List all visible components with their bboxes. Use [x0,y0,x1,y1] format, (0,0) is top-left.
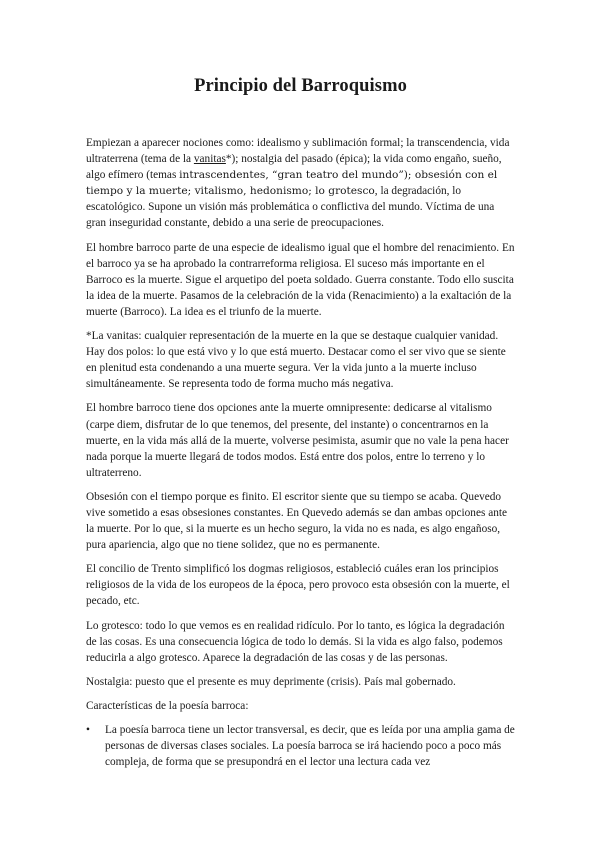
paragraph-grotesco: Lo grotesco: todo lo que vemos es en realidad ridículo. Por lo tanto, es lógica la degradación de las cosas. Es una consecuencia lógica de todo lo demás. Si la vida es algo falso, podemos reducirla a algo grotesco. Aparece la degradación de las cosas y de las personas. [86,619,505,664]
paragraph-concilio-trento: El concilio de Trento simplificó los dogmas religiosos, estableció cuáles eran los principios religiosos de la vida de los europeos de la época, pero provoco esta obsesión con la muerte, el pecado, etc. [86,563,510,608]
paragraph-caracteristicas-heading: Características de la poesía barroca: [86,699,249,712]
intro-text-e: , la degradación, lo escatológico. Supone un visión más problemática o conflictiva del mundo. Víctima de una gran inseguridad constante, debido a una serie de preocupaciones. [86,185,495,230]
intro-text-a: Empiezan a aparecer nociones como: idealismo y sublimación formal; la transcendencia, vida ultraterrena (tema de la [86,137,510,166]
list-item-text: La poesía barroca tiene un lector transversal, es decir, que es leída por una amplia gama de personas de diversas clases sociales. La poesía barroca se irá haciendo poco a poco más compleja, de forma que se presupondrá en el lector una lectura cada vez [105,724,515,769]
paragraph-obsesion-tiempo: Obsesión con el tiempo porque es finito. El escritor siente que su tiempo se acaba. Quevedo vive sometido a esas obsesiones constantes. En Quevedo además se dan ambas opciones ante la muerte. Por lo que, si la muerte es un hecho seguro, la vida no es nada, es algo engañoso, pura apariencia, algo que no tiene solidez, que no es permanente. [86,490,508,552]
paragraph-intro [86,135,515,232]
paragraph-nostalgia: Nostalgia: puesto que el presente es muy deprimente (crisis). País mal gobernado. [86,675,456,688]
page-title: Principio del Barroquismo [194,76,407,96]
paragraph-vanitas-note: *La vanitas: cualquier representación de la muerte en la que se destaque cualquier vanidad. Hay dos polos: lo que está vivo y lo que está muerto. Destacar como el ser vivo que se siente en plenitud esta condenando a una muerte segura. Ver la vida junto a la muerte incluso simultáneamente. Se representa todo de forma mucho más negativa. [86,330,506,391]
intro-text-d: intrascendentes, “gran teatro del mundo”); obsesión con el tiempo y la muerte; vitalismo, hedonismo; lo grotesco [86,169,498,198]
bullet-icon: • [86,724,90,736]
intro-text-c: *); nostalgia del pasado (épica); la vida como engaño, sueño, algo efímero (temas [86,153,502,182]
vanitas-term: vanitas [193,153,226,166]
characteristics-list [86,722,515,770]
paragraph-hombre-barroco: El hombre barroco parte de una especie de idealismo igual que el hombre del renacimiento. En el barroco ya se ha aprobado la contrarreforma religiosa. El suceso más importante en el Barroco es la muerte. Sigue el arquetipo del poeta soldado. Guerra constante. Todo ello suscita la idea de la muerte. Pasamos de la celebración de la vida (Renacimiento) a la exaltación de la muerte (Barroco). La idea es el triunfo de la muerte. [86,241,515,318]
list-item [86,722,515,770]
paragraph-opciones: El hombre barroco tiene dos opciones ante la muerte omnipresente: dedicarse al vitalismo (carpe diem, disfrutar de lo que tenemos, del presente, del instante) o concentrarnos en la muerte, en la vida más allá de la muerte, volverse pesimista, asumir que no vale la pena hacer nada porque la muerte llegará de todos modos. Está entre dos polos, entre lo terreno y lo ultraterreno. [86,402,509,479]
